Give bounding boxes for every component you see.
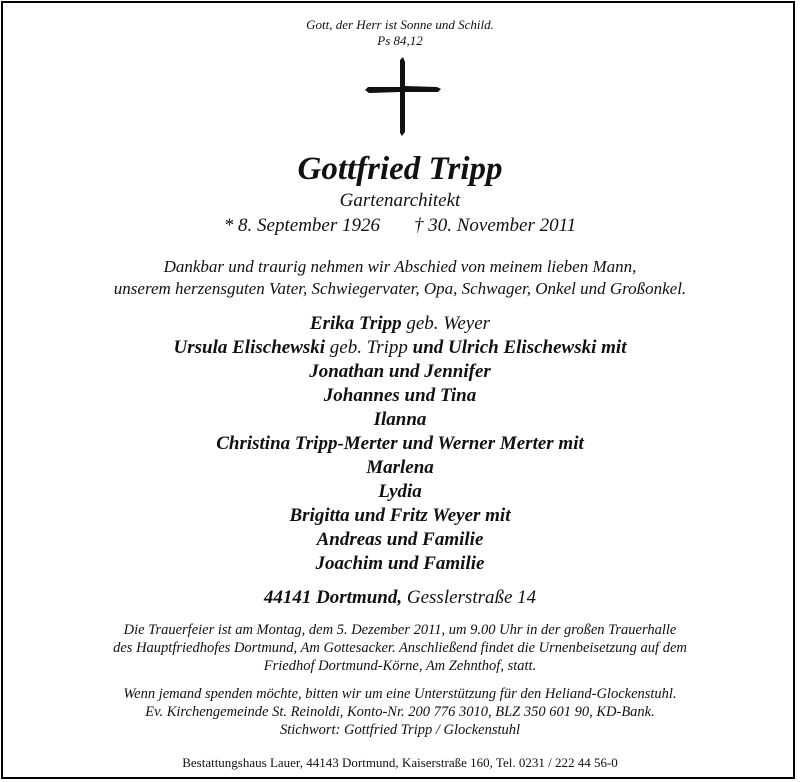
mourner-line: Lydia [378,481,422,502]
donation-info [0,685,800,739]
life-dates [0,214,800,238]
bible-verse-text: Gott, der Herr ist Sonne und Schild. [306,17,494,32]
birth-date: * 8. September 1926 [223,215,380,236]
funeral-line: Friedhof Dortmund-Körne, Am Zehnthof, statt. [263,658,537,674]
family-address [0,586,800,610]
address-city: 44141 Dortmund, [263,587,403,608]
mourner-line: Marlena [366,457,434,478]
mourners-list [0,312,800,576]
mourner-name: Ursula Elischewski [173,337,326,358]
farewell-text [0,256,800,300]
deceased-profession: Gartenarchitekt [339,190,461,211]
donation-line: Stichwort: Gottfried Tripp / Glockenstuhl [279,722,521,738]
mourner-line: Johannes und Tina [323,385,477,406]
cross-icon [365,56,443,136]
funeral-line: des Hauptfriedhofes Dortmund, Am Gottesacker. Anschließend findet die Urnenbeisetzung auf dem [113,640,687,656]
mourner-line: Andreas und Familie [316,529,484,550]
mourner-line [0,336,800,360]
farewell-line: unserem herzensguten Vater, Schwiegervater, Opa, Schwager, Onkel und Großonkel. [113,279,687,298]
donation-line: Ev. Kirchengemeinde St. Reinoldi, Konto-Nr. 200 776 3010, BLZ 350 601 90, KD-Bank. [145,704,655,720]
farewell-line: Dankbar und traurig nehmen wir Abschied von meinem lieben Mann, [163,257,637,276]
mourner-name: Erika Tripp [309,313,402,334]
mourner-line: Joachim und Familie [315,553,485,574]
bible-verse [0,17,800,49]
funeral-line: Die Trauerfeier ist am Montag, dem 5. Dezember 2011, um 9.00 Uhr in der großen Trauerhalle [123,622,677,638]
mourner-line: Jonathan und Jennifer [309,361,491,382]
bible-verse-reference: Ps 84,12 [377,33,423,48]
mourner-line: Ilanna [373,409,427,430]
mourner-line: Christina Tripp-Merter und Werner Merter mit [216,433,584,454]
mourner-name: und Ulrich Elischewski mit [412,337,627,358]
address-street: Gesslerstraße 14 [406,587,537,608]
mourner-line [0,312,800,336]
mourner-line: Brigitta und Fritz Weyer mit [289,505,511,526]
maiden-name: geb. Tripp [329,337,408,358]
funeral-home-footer: Bestattungshaus Lauer, 44143 Dortmund, Kaiserstraße 160, Tel. 0231 / 222 44 56-0 [182,755,618,770]
deceased-name: Gottfried Tripp [297,151,503,187]
donation-line: Wenn jemand spenden möchte, bitten wir um eine Unterstützung für den Heliand-Glockenstuhl. [123,686,677,702]
maiden-name: geb. Weyer [406,313,491,334]
funeral-info [0,621,800,675]
death-date: † 30. November 2011 [414,215,577,236]
